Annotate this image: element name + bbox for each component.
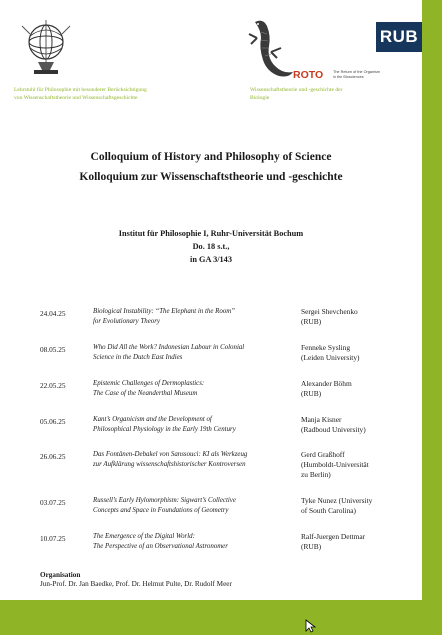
speaker-line: (RUB)	[301, 542, 322, 551]
speaker-line: Gerd Graßhoff	[301, 450, 345, 459]
speaker-line: (RUB)	[301, 317, 322, 326]
talk-speaker	[301, 450, 401, 480]
talk-title-line: Epistemic Challenges of Dermoplastics:	[93, 380, 205, 387]
speaker-line: zu Berlin)	[301, 470, 331, 479]
talk-title-line: Concepts and Space in Foundations of Geometry	[93, 507, 229, 514]
speaker-line: Alexander Böhm	[301, 379, 352, 388]
speaker-line: Ralf-Juergen Dettmar	[301, 532, 366, 541]
talk-title	[93, 379, 301, 399]
organisation-label: Organisation	[40, 571, 81, 579]
roto-subtitle	[333, 70, 389, 79]
talk-title	[93, 415, 301, 435]
talk-date: 22.05.25	[40, 381, 66, 390]
armillary-sphere-logo-icon	[16, 14, 76, 82]
roto-subtitle-line: The Return of the Organism	[333, 70, 381, 74]
speaker-line: (RUB)	[301, 389, 322, 398]
organisation-names: Jun-Prof. Dr. Jan Baedke, Prof. Dr. Helmut Pulte, Dr. Rudolf Meer	[40, 580, 232, 588]
talk-speaker	[301, 415, 401, 435]
talk-title-line: for Evolutionary Theory	[93, 318, 160, 325]
talk-title	[93, 450, 301, 470]
speaker-line: Manja Kisner	[301, 415, 342, 424]
biology-dept-line: Wissenschaftstheorie und -geschichte der	[250, 87, 343, 93]
title-english: Colloquium of History and Philosophy of Science	[90, 151, 332, 163]
talk-title-line: The Perspective of an Observational Astronomer	[93, 543, 228, 550]
talk-title-line: Russell’s Early Hylomorphism: Sigwart’s Collective	[93, 497, 236, 504]
title-german: Kolloquium zur Wissenschaftstheorie und -geschichte	[79, 171, 343, 183]
talk-date: 26.06.25	[40, 452, 66, 461]
talk-title	[93, 307, 301, 327]
biology-dept-line: Biologie	[250, 94, 270, 101]
talk-date: 08.05.25	[40, 345, 66, 354]
speaker-line: Fenneke Sysling	[301, 343, 351, 352]
talk-speaker	[301, 379, 401, 399]
talk-title-line: Das Fontänen-Debakel von Sanssouci: KI als Werkzeug	[93, 451, 248, 458]
talk-title-line: Philosophical Physiology in the Early 19th Century	[93, 426, 236, 433]
mouse-cursor-icon	[305, 619, 317, 633]
speaker-line: (Humboldt-Universität	[301, 460, 369, 469]
talk-title	[93, 343, 301, 363]
talk-speaker	[301, 343, 401, 363]
talk-date: 10.07.25	[40, 534, 66, 543]
bottom-accent-bar	[0, 600, 442, 635]
right-accent-bar	[422, 0, 442, 600]
venue-time: Do. 18 s.t.,	[192, 242, 230, 251]
rub-logo: RUB	[376, 22, 422, 52]
talk-title-line: Who Did All the Work? Indonesian Labour in Colonial	[93, 344, 245, 351]
talk-date: 24.04.25	[40, 309, 66, 318]
speaker-line: (Radboud University)	[301, 425, 366, 434]
talk-date: 03.07.25	[40, 498, 66, 507]
roto-logo: ROTO	[293, 69, 324, 81]
talk-title-line: Biological Instability: “The Elephant in the Room”	[93, 308, 236, 315]
speaker-line: of South Carolina)	[301, 506, 357, 515]
talk-title-line: The Case of the Neanderthal Museum	[93, 390, 198, 397]
talk-title-line: Science in the Dutch East Indies	[93, 354, 183, 361]
talk-title	[93, 496, 301, 516]
venue-institute: Institut für Philosophie I, Ruhr-Universität Bochum	[118, 229, 304, 238]
talk-title-line: The Emergence of the Digital World:	[93, 533, 195, 540]
chair-name-line: von Wissenschaftstheorie und Wissenschaftsgeschichte	[14, 94, 138, 101]
speaker-line: Tyke Nunez (University	[301, 496, 373, 505]
chair-name	[14, 87, 234, 102]
talk-date: 05.06.25	[40, 417, 66, 426]
venue-room: in GA 3/143	[190, 255, 232, 264]
talk-title	[93, 532, 301, 552]
biology-dept-name	[250, 87, 400, 102]
chair-name-line: Lehrstuhl für Philosophie mit besonderer Berücksichtigung	[14, 87, 147, 93]
talk-speaker	[301, 496, 401, 516]
speaker-line: Sergei Shevchenko	[301, 307, 358, 316]
talk-title-line: zur Aufklärung wissenschaftshistorischer Kontroversen	[93, 461, 246, 468]
talk-speaker	[301, 307, 401, 327]
talk-title-line: Kant’s Organicism and the Development of	[93, 416, 212, 423]
talk-speaker	[301, 532, 401, 552]
speaker-line: (Leiden University)	[301, 353, 360, 362]
roto-subtitle-line: in the Biosciences	[333, 74, 364, 79]
